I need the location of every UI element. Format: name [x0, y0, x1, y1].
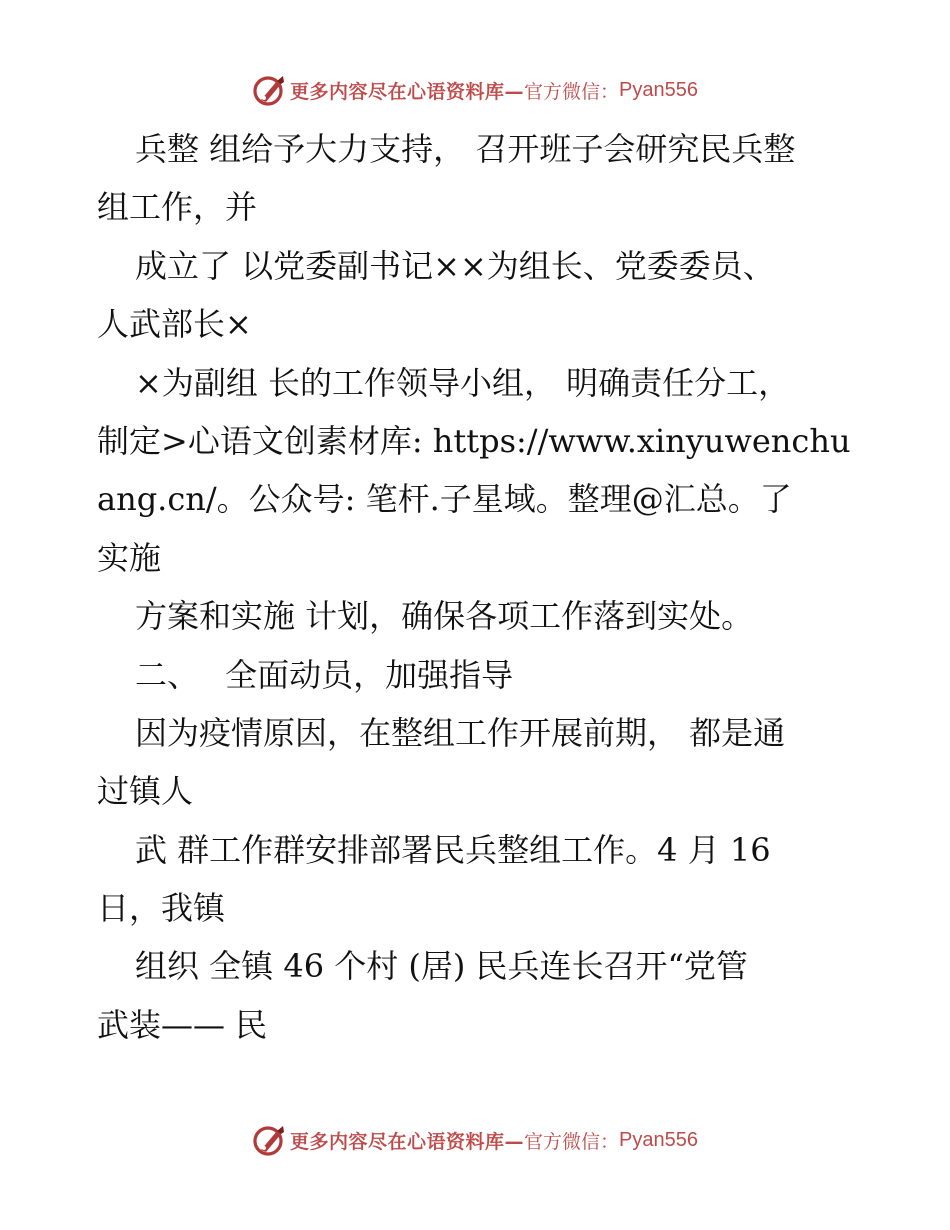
- text-line: 实施: [97, 538, 162, 577]
- banner-text: 更多内容尽在心语资料库—: [290, 1130, 525, 1153]
- text-line: ×为副组 长的工作领导小组， 明确责任分工，: [135, 363, 791, 402]
- text-line: ang.cn/。公众号: 笔杆.子星域。整理@汇总。了: [97, 480, 792, 519]
- wechat-label: 官方微信：: [524, 1130, 620, 1153]
- text-line: 人武部长×: [97, 305, 252, 344]
- text-line: 兵整 组给予大力支持， 召开班子会研究民兵整: [135, 130, 796, 168]
- pen-logo-icon: [252, 1123, 286, 1157]
- text-line: 过镇人: [97, 772, 194, 811]
- text-line: 方案和实施 计划，确保各项工作落到实处。: [135, 597, 754, 636]
- text-line: 因为疫情原因，在整组工作开展前期， 都是通: [135, 713, 786, 752]
- wechat-id: Pyan556: [619, 1128, 698, 1151]
- text-line: 制定>心语文创素材库: https://www.xinyuwenchu: [97, 421, 851, 460]
- pen-logo-icon: [252, 73, 286, 107]
- text-line: 成立了 以党委副书记××为组长、党委委员、: [135, 246, 775, 285]
- wechat-id: Pyan556: [619, 78, 698, 101]
- text-line: 武装—— 民: [97, 1005, 268, 1044]
- text-line: 组织 全镇 46 个村 (居) 民兵连长召开“党管: [135, 947, 748, 986]
- top-banner: [0, 68, 950, 112]
- section-heading: 二、 全面动员，加强指导: [135, 655, 514, 694]
- banner-text: 更多内容尽在心语资料库—: [290, 80, 525, 103]
- text-line: 日，我镇: [97, 889, 226, 928]
- document-body: [97, 120, 857, 1054]
- bottom-banner: [0, 1118, 950, 1162]
- text-line: 组工作，并: [97, 188, 258, 227]
- wechat-label: 官方微信：: [524, 80, 620, 103]
- text-line: 武 群工作群安排部署民兵整组工作。4 月 16: [135, 830, 771, 869]
